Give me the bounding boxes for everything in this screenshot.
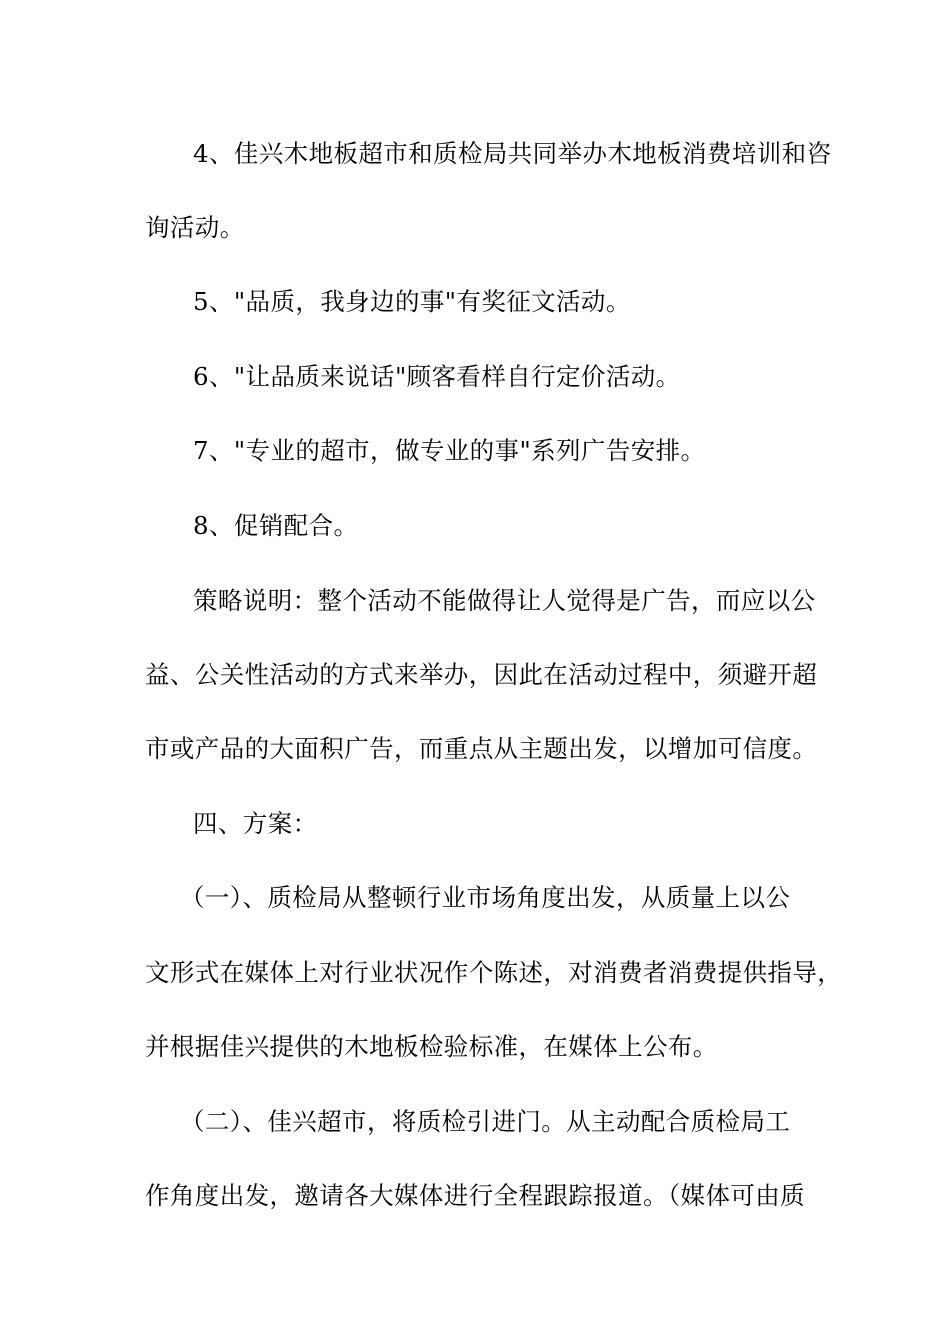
strategy-line-1: 策略说明：整个活动不能做得让人觉得是广告，而应以公 xyxy=(193,586,816,615)
plan-1-line-3: 并根据佳兴提供的木地板检验标准，在媒体上公布。 xyxy=(145,1032,718,1061)
section-heading-plan: 四、方案： xyxy=(193,809,318,838)
strategy-line-2: 益、公关性活动的方式来举办，因此在活动过程中，须避开超 xyxy=(145,660,818,689)
item-5: 5、"品质，我身边的事"有奖征文活动。 xyxy=(193,287,631,316)
item-8: 8、促销配合。 xyxy=(193,511,359,540)
plan-1-line-2: 文形式在媒体上对行业状况作个陈述，对消费者消费提供指导， xyxy=(145,958,843,987)
strategy-line-3: 市或产品的大面积广告，而重点从主题出发，以增加可信度。 xyxy=(145,734,818,763)
item-4-line-1: 4、佳兴木地板超市和质检局共同举办木地板消费培训和咨 xyxy=(193,139,832,168)
item-7: 7、"专业的超市，做专业的事"系列广告安排。 xyxy=(193,436,706,465)
item-4-line-2: 询活动。 xyxy=(145,213,245,242)
plan-1-line-1: （一）、质检局从整顿行业市场角度出发，从质量上以公 xyxy=(180,883,791,912)
plan-2-line-1: （二）、佳兴超市，将质检引进门。从主动配合质检局工 xyxy=(180,1107,791,1136)
plan-2-line-2: 作角度出发，邀请各大媒体进行全程跟踪报道。（媒体可由质 xyxy=(145,1181,806,1210)
item-6: 6、"让品质来说话"顾客看样自行定价活动。 xyxy=(193,362,681,391)
